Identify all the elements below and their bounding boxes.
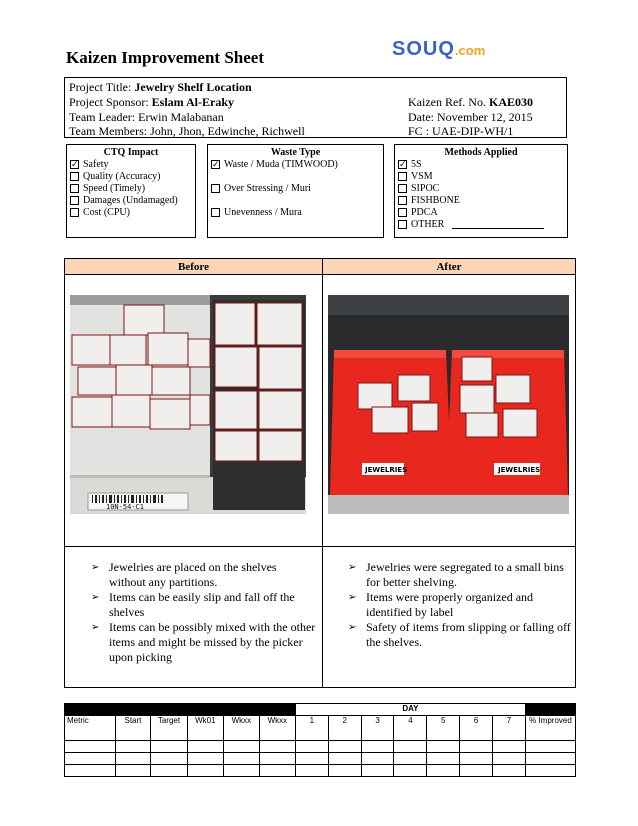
metrics-cell[interactable] [115, 753, 150, 765]
metrics-cell[interactable] [65, 741, 116, 753]
metrics-column-header: 7 [493, 716, 526, 741]
metrics-cell[interactable] [525, 753, 575, 765]
metrics-column-header: % Improved [525, 716, 575, 741]
methods-item [398, 218, 567, 230]
ctq-impact-box [66, 144, 196, 238]
metrics-cell[interactable] [295, 765, 328, 777]
metrics-cell[interactable] [295, 741, 328, 753]
row-divider [65, 546, 575, 547]
checkbox[interactable] [70, 208, 79, 217]
metrics-cell[interactable] [65, 753, 116, 765]
after-bullet: ➢ Items were properly organized and identified by label [348, 590, 573, 620]
metrics-cell[interactable] [328, 765, 361, 777]
metrics-cell[interactable] [187, 753, 223, 765]
page-title: Kaizen Improvement Sheet [66, 48, 264, 67]
bin-label-2: JEWELRIES [498, 466, 541, 474]
metrics-column-header: 3 [361, 716, 394, 741]
metrics-cell[interactable] [259, 741, 295, 753]
date: Date: November 12, 2015 [408, 110, 533, 124]
checkbox[interactable]: ✓ [399, 159, 407, 170]
metrics-cell[interactable] [525, 765, 575, 777]
metrics-cell[interactable] [460, 741, 493, 753]
checkbox[interactable] [398, 220, 407, 229]
metrics-cell[interactable] [361, 765, 394, 777]
methods-item-label: VSM [411, 170, 433, 182]
after-bullet: ➢ Jewelries were segregated to a small bins for better shelving. [348, 560, 573, 590]
checkbox[interactable] [70, 172, 79, 181]
methods-list [395, 158, 567, 230]
metrics-cell[interactable] [493, 753, 526, 765]
waste-item [211, 182, 383, 194]
metrics-cell[interactable] [187, 765, 223, 777]
waste-list [208, 158, 383, 218]
methods-item [398, 194, 567, 206]
ctq-list [67, 158, 195, 218]
waste-item [211, 206, 383, 218]
before-heading: Before [65, 259, 322, 275]
metrics-header-blank-end [525, 704, 575, 716]
metrics-cell[interactable] [187, 741, 223, 753]
project-info-box [64, 77, 567, 138]
checkbox[interactable] [398, 208, 407, 217]
metrics-cell[interactable] [427, 753, 460, 765]
metrics-cell[interactable] [427, 765, 460, 777]
metrics-header-blank [65, 704, 296, 716]
ctq-item [70, 194, 195, 206]
methods-item-label: FISHBONE [411, 194, 460, 206]
day-heading: DAY [295, 704, 525, 716]
metrics-cell[interactable] [361, 741, 394, 753]
methods-item-label: OTHER [411, 218, 445, 230]
metrics-cell[interactable] [259, 765, 295, 777]
before-bullets [91, 560, 316, 665]
team-leader: Team Leader: Erwin Malabanan [69, 110, 224, 124]
after-bullet: ➢ Safety of items from slipping or falling off the shelves. [348, 620, 573, 650]
metrics-cell[interactable] [394, 741, 427, 753]
metrics-cell[interactable] [328, 753, 361, 765]
methods-item-label: 5S [411, 158, 422, 170]
metrics-cell[interactable] [223, 765, 259, 777]
methods-box [394, 144, 568, 238]
metrics-cell[interactable] [493, 765, 526, 777]
metrics-cell[interactable] [115, 741, 150, 753]
waste-item-label: Unevenness / Mura [224, 206, 302, 218]
methods-item-label: SIPOC [411, 182, 440, 194]
other-blank-line[interactable] [452, 219, 544, 229]
column-divider [322, 259, 323, 687]
shelf-location-label: 10N-54-C1 [106, 503, 144, 511]
checkbox[interactable] [398, 172, 407, 181]
metrics-column-header: Wkxx [259, 716, 295, 741]
methods-item [398, 170, 567, 182]
ctq-item-label: Cost (CPU) [83, 206, 130, 218]
metrics-cell[interactable] [427, 741, 460, 753]
kaizen-ref: Kaizen Ref. No. KAE030 [408, 95, 533, 109]
ctq-item [70, 206, 195, 218]
metrics-column-header: 5 [427, 716, 460, 741]
metrics-cell[interactable] [295, 753, 328, 765]
metrics-cell[interactable] [115, 765, 150, 777]
metrics-cell[interactable] [525, 741, 575, 753]
metrics-cell[interactable] [223, 741, 259, 753]
metrics-column-header: Wkxx [223, 716, 259, 741]
waste-item [211, 158, 383, 170]
metrics-cell[interactable] [394, 765, 427, 777]
checkbox[interactable]: ✓ [212, 159, 220, 170]
before-bullet: ➢ Jewelries are placed on the shelves without any partitions. [91, 560, 316, 590]
metrics-column-header: Metric [65, 716, 116, 741]
metrics-cell[interactable] [223, 753, 259, 765]
metrics-cell[interactable] [328, 741, 361, 753]
waste-item-label: Over Stressing / Muri [224, 182, 311, 194]
metrics-column-header: Wk01 [187, 716, 223, 741]
waste-item-label: Waste / Muda (TIMWOOD) [224, 158, 338, 170]
metrics-cell[interactable] [65, 765, 116, 777]
project-sponsor-row: Project Sponsor: Eslam Al-Eraky [69, 95, 235, 109]
before-photo [70, 295, 306, 514]
before-after-table [64, 258, 576, 688]
methods-item [398, 182, 567, 194]
metrics-column-headers [65, 716, 576, 741]
table-row [65, 753, 576, 765]
after-bullets [348, 560, 573, 650]
metrics-column-header: 2 [328, 716, 361, 741]
metrics-column-header: 6 [460, 716, 493, 741]
checkbox[interactable] [70, 196, 79, 205]
metrics-body [65, 741, 576, 777]
methods-item-label: PDCA [411, 206, 438, 218]
metrics-cell[interactable] [151, 765, 188, 777]
table-row [65, 765, 576, 777]
souq-logo: SOUQ.com [392, 38, 486, 60]
metrics-cell[interactable] [394, 753, 427, 765]
ctq-item [70, 170, 195, 182]
metrics-table [64, 703, 576, 777]
metrics-cell[interactable] [361, 753, 394, 765]
waste-heading: Waste Type [270, 147, 321, 158]
metrics-column-header: 1 [295, 716, 328, 741]
after-heading: After [323, 259, 575, 275]
metrics-column-header: Target [151, 716, 188, 741]
team-members: Team Members: John, Jhon, Edwinche, Richwell [69, 124, 305, 138]
checkbox[interactable] [398, 184, 407, 193]
methods-heading: Methods Applied [444, 147, 518, 158]
ctq-item-label: Speed (Timely) [83, 182, 146, 194]
metrics-column-header: Start [115, 716, 150, 741]
metrics-cell[interactable] [493, 741, 526, 753]
metrics-cell[interactable] [259, 753, 295, 765]
checkbox[interactable] [211, 208, 220, 217]
checkbox[interactable]: ✓ [71, 159, 79, 170]
after-photo [328, 295, 569, 514]
ctq-item-label: Safety [83, 158, 109, 170]
table-row [65, 741, 576, 753]
methods-item [398, 158, 567, 170]
ctq-item [70, 182, 195, 194]
ctq-heading: CTQ Impact [103, 147, 159, 158]
methods-item [398, 206, 567, 218]
ctq-item-label: Damages (Undamaged) [83, 194, 178, 206]
before-bullet: ➢ Items can be possibly mixed with the other items and might be missed by the picker upon picking [91, 620, 316, 665]
before-bullet: ➢ Items can be easily slip and fall off the shelves [91, 590, 316, 620]
project-title-row: Project Title: Jewelry Shelf Location [69, 80, 252, 94]
fc: FC : UAE-DIP-WH/1 [408, 124, 514, 138]
metrics-cell[interactable] [460, 765, 493, 777]
waste-type-box [207, 144, 384, 238]
checkbox[interactable] [70, 184, 79, 193]
ctq-item [70, 158, 195, 170]
metrics-cell[interactable] [460, 753, 493, 765]
metrics-column-header: 4 [394, 716, 427, 741]
checkbox[interactable] [398, 196, 407, 205]
metrics-cell[interactable] [151, 741, 188, 753]
checkbox[interactable] [211, 184, 220, 193]
bin-label-1: JEWELRIES [365, 466, 408, 474]
metrics-cell[interactable] [151, 753, 188, 765]
ctq-item-label: Quality (Accuracy) [83, 170, 161, 182]
